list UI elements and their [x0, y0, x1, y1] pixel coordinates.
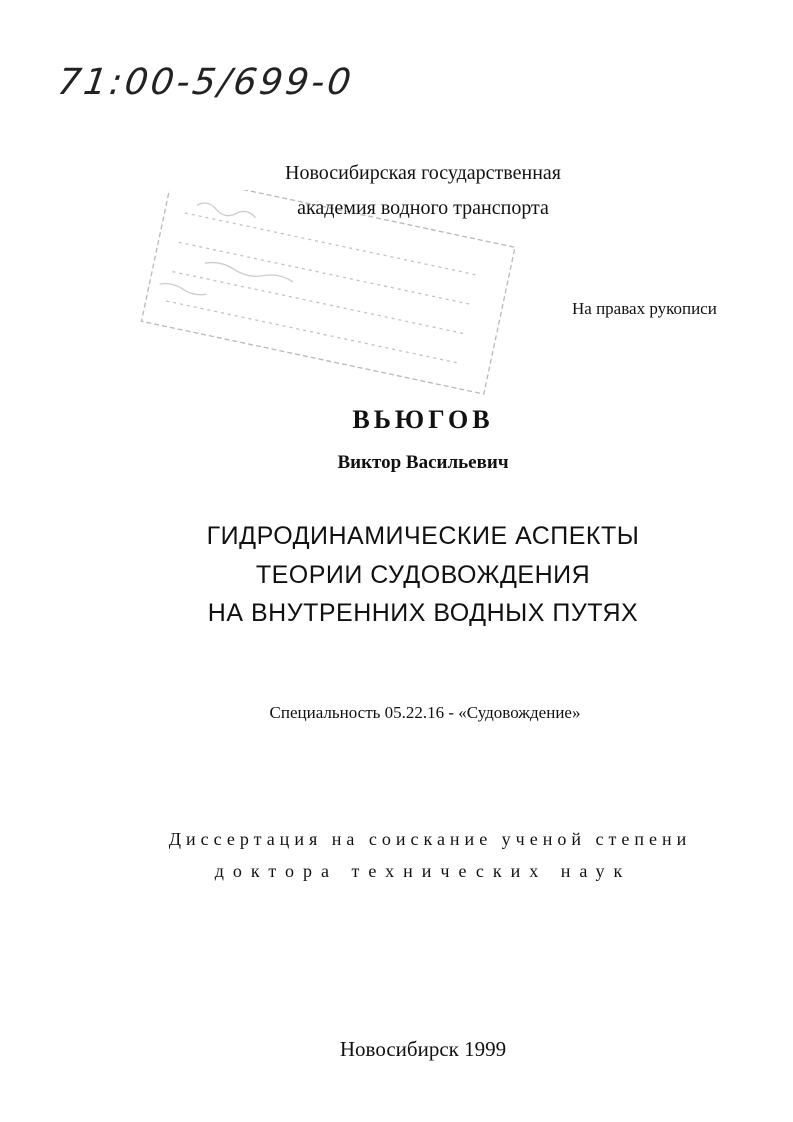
handwritten-archive-code: 71:00-5/699-0 — [55, 62, 357, 103]
author-name: Виктор Васильевич — [337, 452, 509, 473]
library-stamp — [140, 190, 520, 410]
author-surname: ВЬЮГОВ — [352, 405, 494, 434]
dissertation-title-line-2: ТЕОРИИ СУДОВОЖДЕНИЯ — [255, 561, 591, 589]
degree-line-1: Диссертация на соискание ученой степени — [168, 829, 692, 849]
dissertation-title-line-3: НА ВНУТРЕННИХ ВОДНЫХ ПУТЯХ — [207, 599, 639, 627]
institution-name-line-1: Новосибирская государственная — [285, 162, 561, 184]
dissertation-title-line-1: ГИДРОДИНАМИЧЕСКИЕ АСПЕКТЫ — [206, 522, 640, 550]
manuscript-note: На правах рукописи — [572, 299, 717, 318]
specialty-line: Специальность 05.22.16 - «Судовождение» — [269, 703, 581, 722]
degree-line-2: доктора технических наук — [214, 861, 632, 881]
city-year: Новосибирск 1999 — [339, 1037, 507, 1061]
institution-name-line-2: академия водного транспорта — [297, 197, 549, 219]
